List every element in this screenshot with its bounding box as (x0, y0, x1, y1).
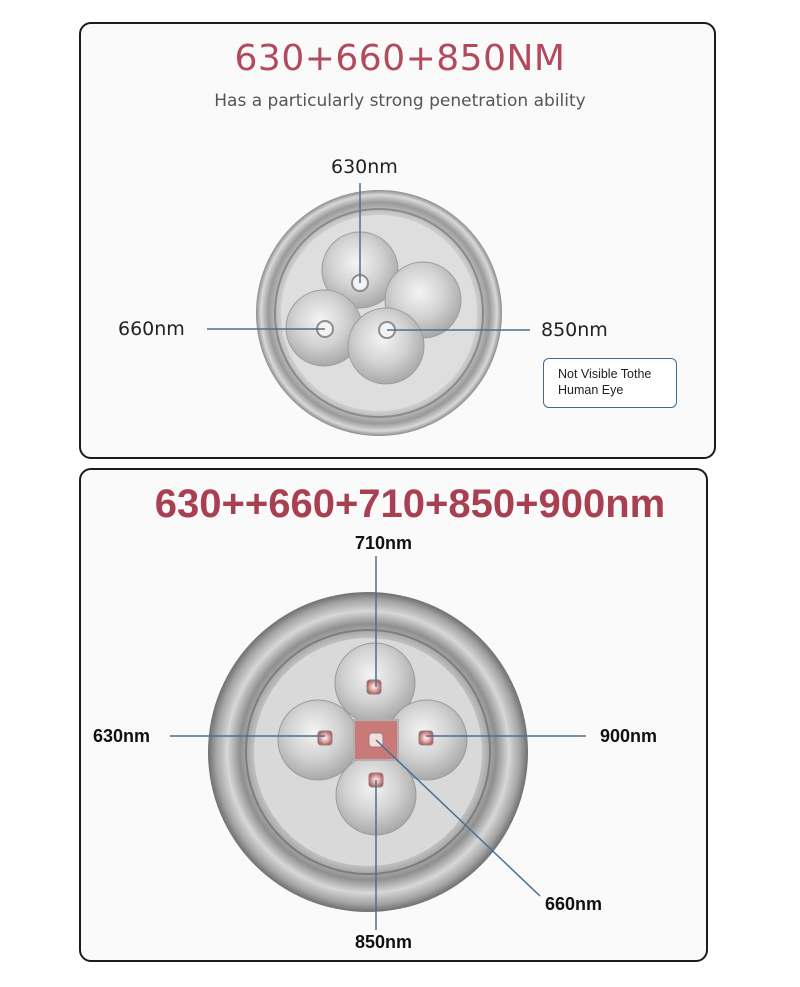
panel-top-subtitle: Has a particularly strong penetration ability (214, 91, 586, 111)
label-900nm: 900nm (600, 726, 658, 746)
label-710nm: 710nm (355, 533, 413, 553)
note-line-1: Not Visible Tothe (558, 367, 652, 381)
label-850nm-top: 850nm (541, 319, 608, 341)
lamp-head-bottom (208, 592, 528, 912)
panel-top-title: 630+660+850NM (234, 38, 566, 79)
lamp-head-top (256, 190, 502, 436)
label-660nm-bottom: 660nm (545, 894, 603, 914)
note-not-visible (543, 358, 677, 408)
label-630nm-top: 630nm (331, 156, 398, 178)
panel-bottom-title: 630++660+710+850+900nm (154, 482, 666, 526)
label-630nm-bottom: 630nm (93, 726, 151, 746)
note-line-2: Human Eye (558, 383, 624, 397)
label-850nm-bottom: 850nm (355, 932, 413, 952)
label-660nm-top: 660nm (118, 318, 185, 340)
